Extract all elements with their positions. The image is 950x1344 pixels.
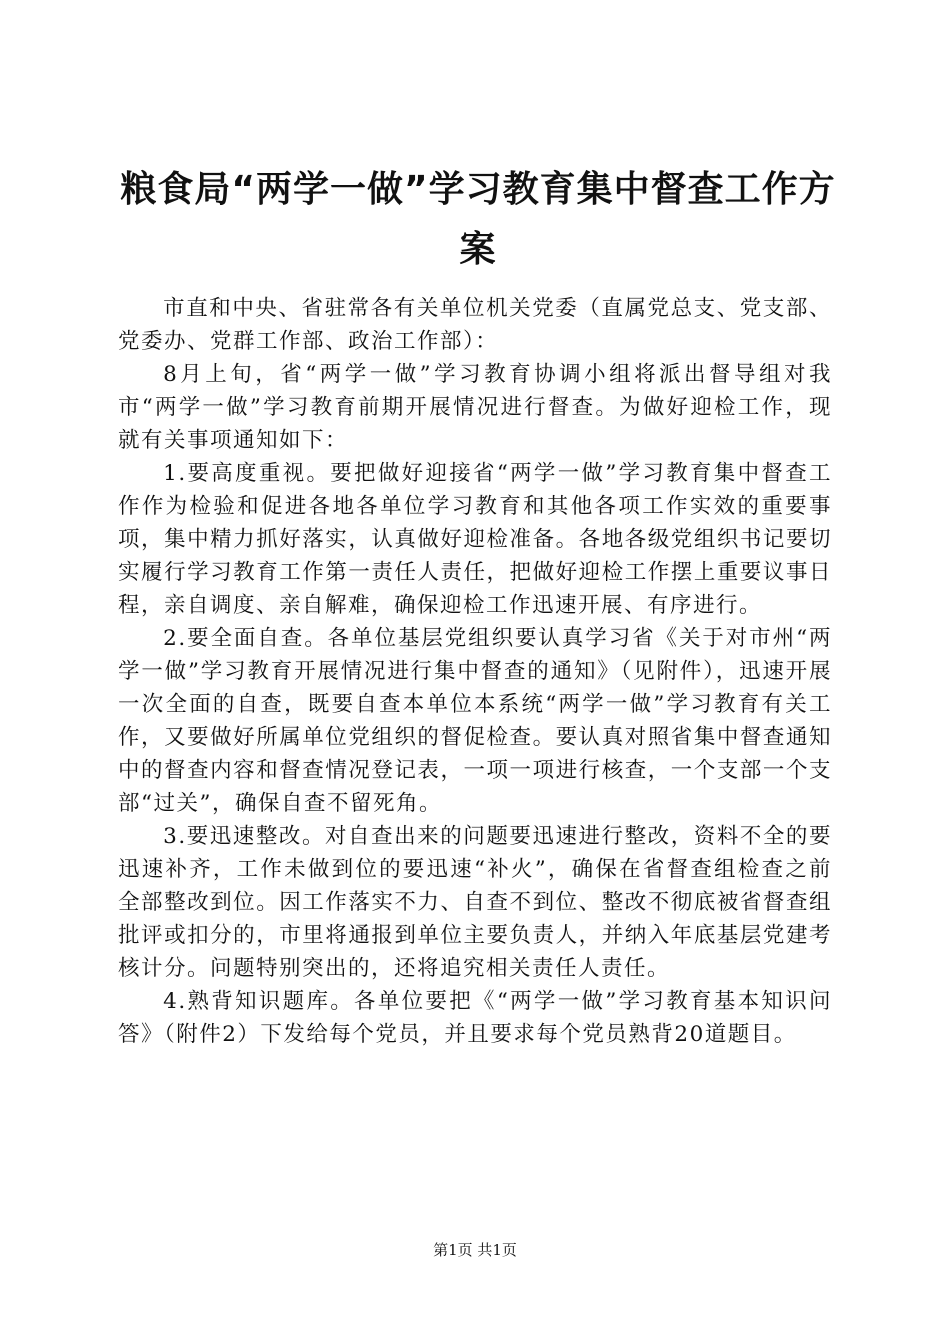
paragraph-item-2: 2.要全面自查。各单位基层党组织要认真学习省《关于对市州“两学一做”学习教育开展情况进行集中督查的通知》（见附件），迅速开展一次全面的自查，既要自查本单位本系统“两学一做”学习教育有关工作，又要做好所属单位党组织的督促检查。要认真对照省集中督查通知中的督查内容和督查情况登记表，一项一项进行核查，一个支部一个支部“过关”，确保自查不留死角。: [118, 626, 832, 816]
paragraph-addressee: 市直和中央、省驻常各有关单位机关党委（直属党总支、党支部、党委办、党群工作部、政治工作部）：: [118, 296, 832, 354]
page-number-footer: 第1页 共1页: [433, 1241, 517, 1259]
paragraph-intro: 8月上旬，省“两学一做”学习教育协调小组将派出督导组对我市“两学一做”学习教育前期开展情况进行督查。为做好迎检工作，现就有关事项通知如下：: [118, 362, 832, 453]
paragraph-item-4: 4.熟背知识题库。各单位要把《“两学一做”学习教育基本知识问答》（附件2）下发给每个党员，并且要求每个党员熟背20道题目。: [118, 989, 832, 1047]
document-body: [118, 292, 832, 1051]
document-title: 粮食局“两学一做”学习教育集中督查工作方案: [120, 169, 836, 270]
paragraph-item-3: 3.要迅速整改。对自查出来的问题要迅速进行整改，资料不全的要迅速补齐，工作未做到位的要迅速“补火”，确保在省督查组检查之前全部整改到位。因工作落实不力、自查不到位、整改不彻底被省督查组批评或扣分的，市里将通报到单位主要负责人，并纳入年底基层党建考核计分。问题特别突出的，还将追究相关责任人责任。: [118, 824, 832, 981]
paragraph-item-1: 1.要高度重视。要把做好迎接省“两学一做”学习教育集中督查工作作为检验和促进各地各单位学习教育和其他各项工作实效的重要事项，集中精力抓好落实，认真做好迎检准备。各地各级党组织书记要切实履行学习教育工作第一责任人责任，把做好迎检工作摆上重要议事日程，亲自调度、亲自解难，确保迎检工作迅速开展、有序进行。: [118, 461, 832, 618]
